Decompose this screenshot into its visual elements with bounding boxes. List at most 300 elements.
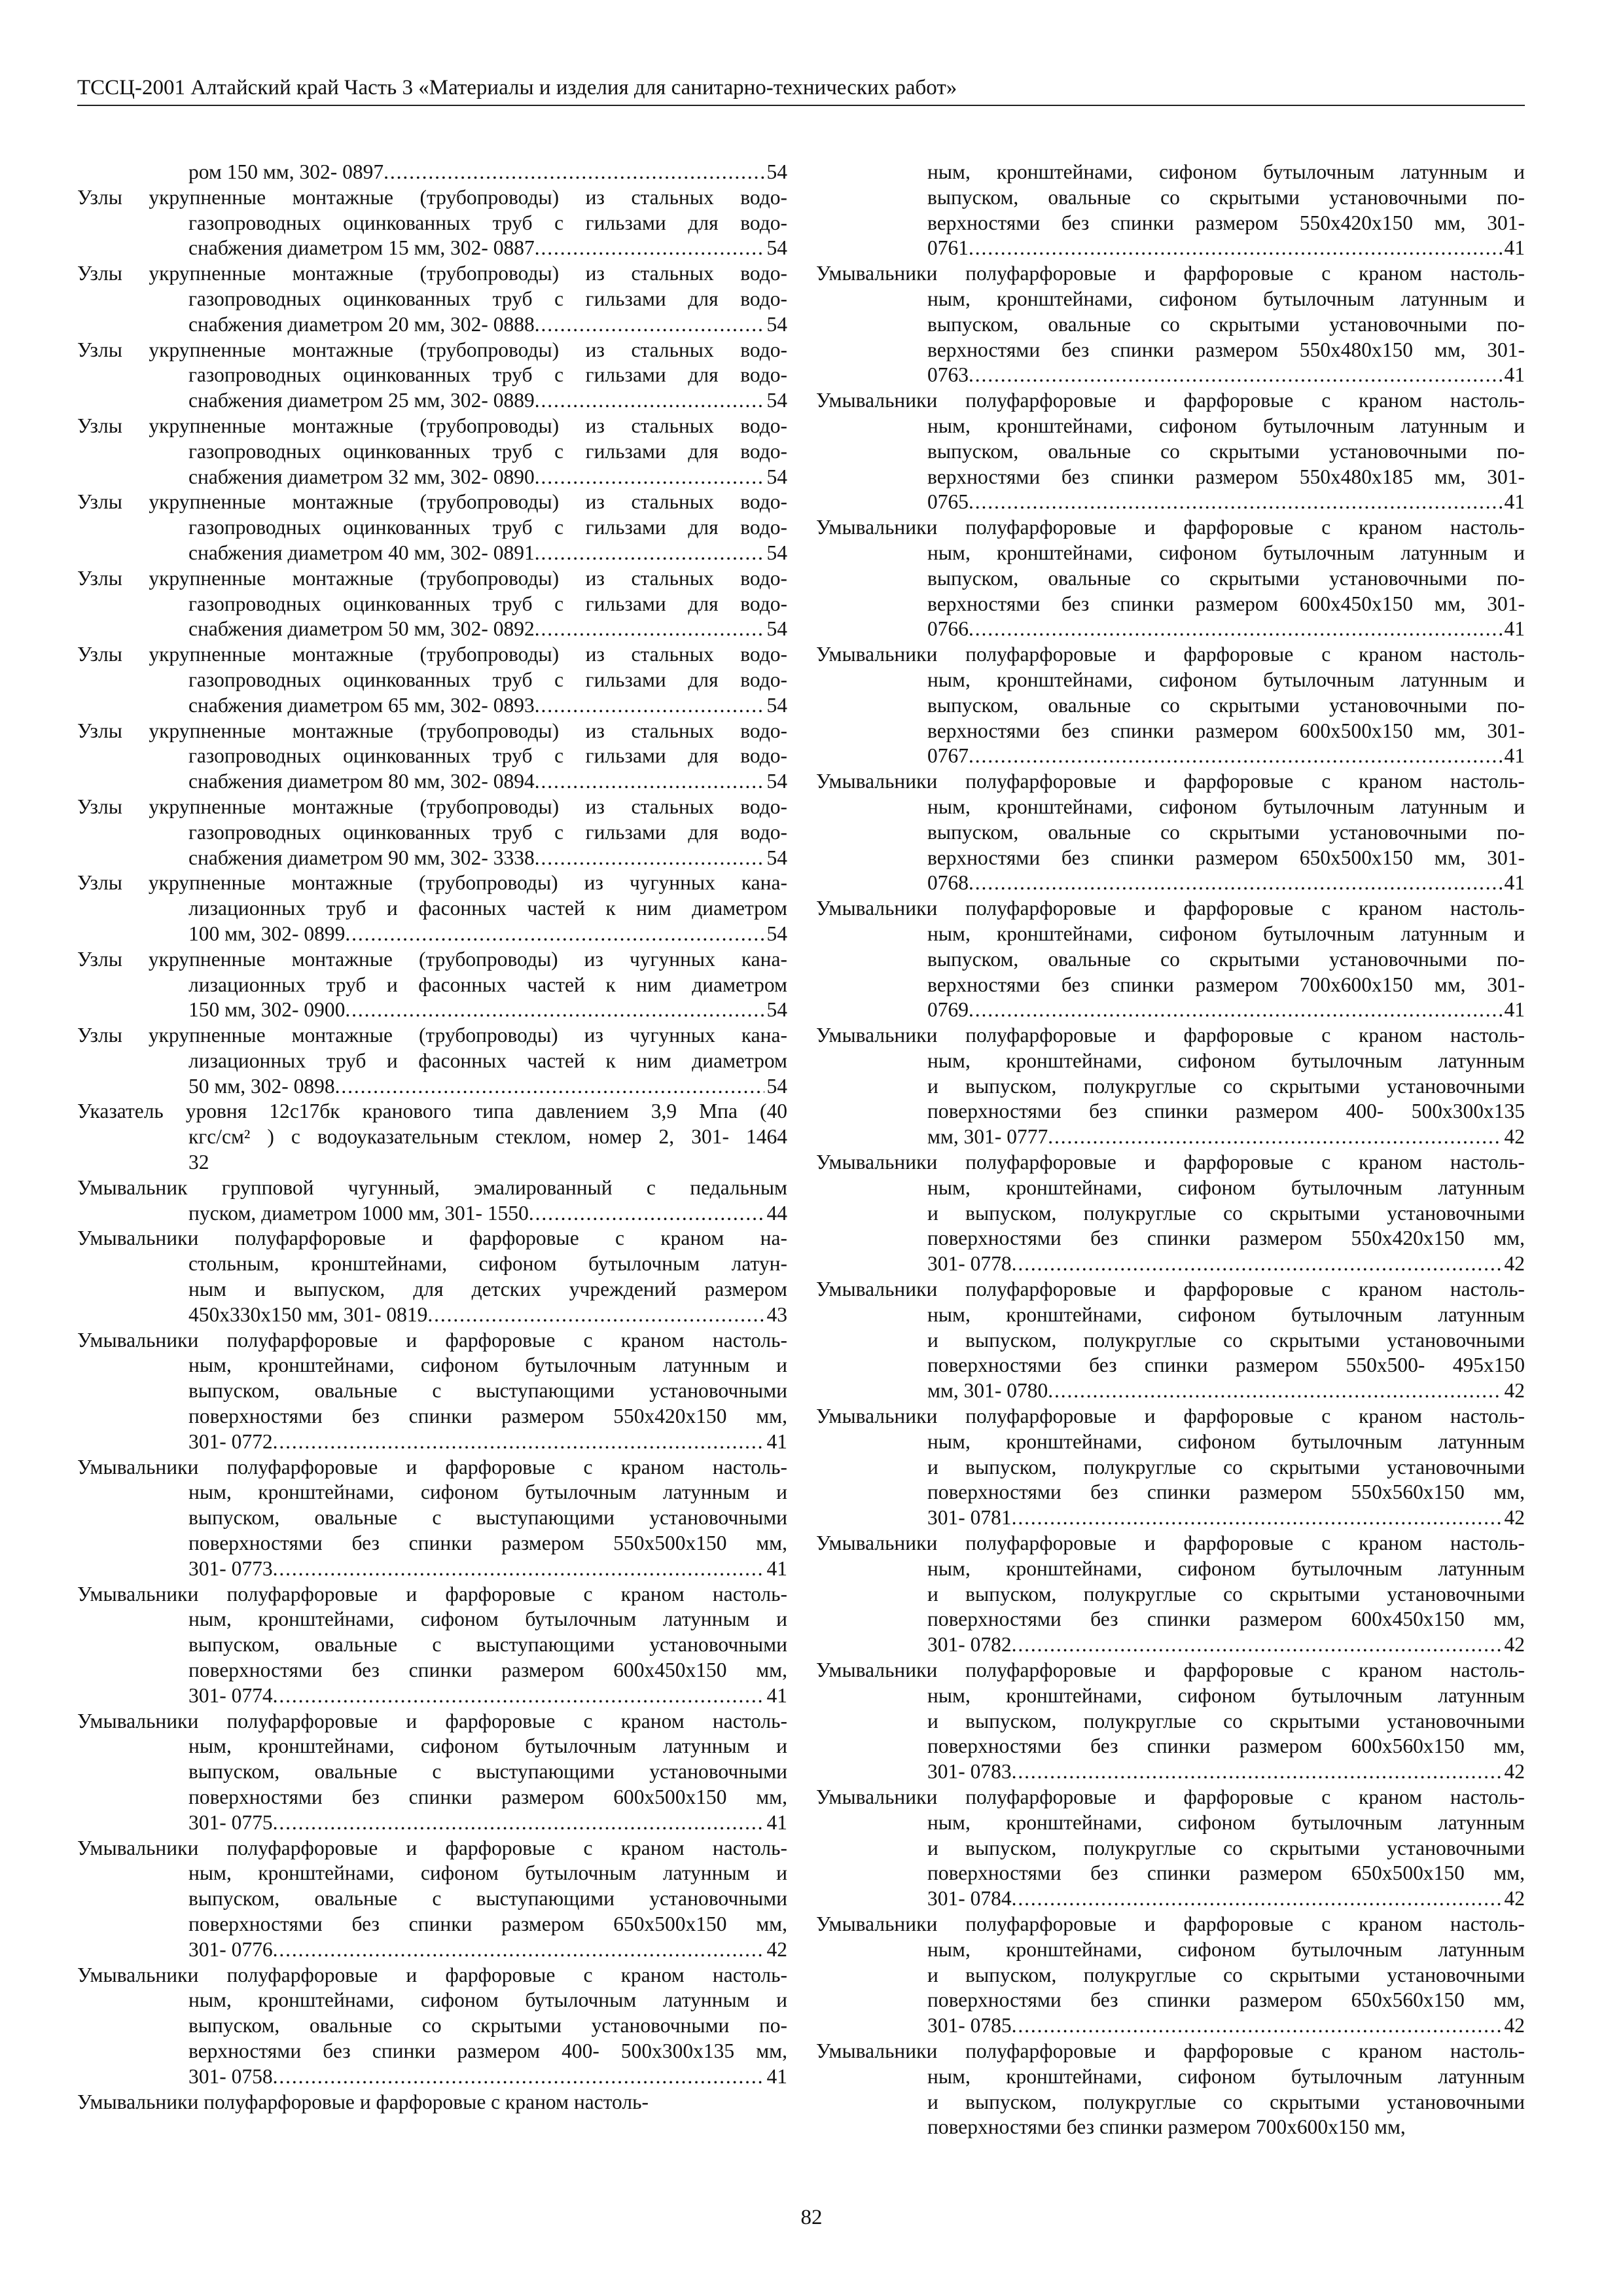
index-entry bbox=[77, 566, 787, 642]
entry-text: 301- 0785 bbox=[927, 2014, 1012, 2037]
index-entry-line bbox=[816, 1124, 1525, 1150]
page-reference: 42 bbox=[1504, 2014, 1525, 2037]
entry-text: пуском, диаметром 1000 мм, 301- 1550 bbox=[188, 1201, 529, 1225]
index-entry-line: Умывальники полуфарфоровые и фарфоровые с краном настоль- bbox=[816, 770, 1525, 793]
index-entry-line bbox=[77, 1302, 787, 1328]
index-entry-line bbox=[77, 997, 787, 1023]
index-entry-line: ным, кронштейнами, сифоном бутылочным латунным и bbox=[188, 1861, 787, 1885]
index-entry bbox=[77, 1836, 787, 1963]
entry-text: 301- 0781 bbox=[927, 1506, 1012, 1530]
index-entry-line: Указатель уровня 12с17бк кранового типа давлением 3,9 Мпа (40 bbox=[77, 1100, 787, 1123]
index-entry-line: ным, кронштейнами, сифоном бутылочным латунным и bbox=[927, 541, 1525, 564]
index-entry-line: Умывальники полуфарфоровые и фарфоровые с краном настоль- bbox=[816, 516, 1525, 539]
page-number: 82 bbox=[800, 2206, 823, 2229]
index-entry-line bbox=[816, 1886, 1525, 1912]
index-entry-line: ным, кронштейнами, сифоном бутылочным латунным bbox=[927, 1556, 1525, 1580]
page-reference: 42 bbox=[1504, 1252, 1525, 1276]
index-entry-line bbox=[77, 2064, 787, 2090]
index-entry bbox=[816, 769, 1525, 896]
index-entry-line: ным, кронштейнами, сифоном бутылочным латунным bbox=[927, 1810, 1525, 1834]
entry-text: снабжения диаметром 15 мм, 302- 0887 bbox=[188, 236, 535, 260]
entry-text: 301- 0772 bbox=[188, 1429, 273, 1453]
index-entry-line: лизационных труб и фасонных частей к ним диаметром bbox=[188, 1049, 787, 1072]
entry-text: 301- 0774 bbox=[188, 1683, 273, 1707]
index-entry-line: газопроводных оцинкованных труб с гильзами для водо- bbox=[188, 439, 787, 463]
index-entry-line: Узлы укрупненные монтажные (трубопроводы) из стальных водо- bbox=[77, 414, 787, 437]
dot-leader bbox=[535, 846, 764, 871]
index-entry-line: ным, кронштейнами, сифоном бутылочным латунным и bbox=[188, 1988, 787, 2012]
index-entry-line: газопроводных оцинкованных труб с гильзами для водо- bbox=[188, 516, 787, 539]
index-entry-line: Умывальники полуфарфоровые и фарфоровые с краном настоль- bbox=[77, 1709, 787, 1732]
index-entry-line: верхностями без спинки размером 700х600х150 мм, 301- bbox=[927, 973, 1525, 996]
index-entry-line: Умывальник групповой чугунный, эмалированный с педальным bbox=[77, 1175, 787, 1199]
index-entry-line: Умывальники полуфарфоровые и фарфоровые с краном настоль- bbox=[77, 1455, 787, 1479]
page-reference: 54 bbox=[766, 389, 787, 412]
dot-leader bbox=[383, 160, 764, 185]
entry-text: мм, 301- 0780 bbox=[927, 1379, 1048, 1403]
dot-leader bbox=[1012, 1505, 1502, 1531]
page-reference: 54 bbox=[766, 1074, 787, 1098]
dot-leader bbox=[969, 617, 1502, 642]
index-entry-line: поверхностями без спинки размером 650х500х150 мм, bbox=[188, 1912, 787, 1935]
dot-leader bbox=[1012, 1632, 1502, 1658]
index-entry-line: Умывальники полуфарфоровые и фарфоровые с краном настоль- bbox=[816, 643, 1525, 666]
dot-leader bbox=[273, 1429, 764, 1455]
index-entry-line: Умывальники полуфарфоровые и фарфоровые с краном настоль- bbox=[816, 897, 1525, 920]
entry-text: мм, 301- 0777 bbox=[927, 1125, 1048, 1149]
page-reference: 54 bbox=[766, 312, 787, 336]
entry-text: 0766 bbox=[927, 617, 969, 641]
index-entry-line: ным, кронштейнами, сифоном бутылочным латунным bbox=[927, 1175, 1525, 1199]
entry-text: снабжения диаметром 25 мм, 302- 0889 bbox=[188, 389, 535, 412]
entry-text: снабжения диаметром 90 мм, 302- 3338 bbox=[188, 846, 535, 869]
index-entry-line: Умывальники полуфарфоровые и фарфоровые с краном настоль- bbox=[77, 1963, 787, 1986]
index-entry-line: газопроводных оцинкованных труб с гильзами для водо- bbox=[188, 668, 787, 691]
dot-leader bbox=[273, 1683, 764, 1709]
entry-text: 301- 0783 bbox=[927, 1760, 1012, 1784]
index-entry-line bbox=[816, 1505, 1525, 1531]
index-entry-line: ным, кронштейнами, сифоном бутылочным латунным и bbox=[188, 1354, 787, 1377]
dot-leader bbox=[273, 1810, 764, 1836]
dot-leader bbox=[1012, 1251, 1502, 1277]
page-reference: 54 bbox=[766, 770, 787, 793]
index-entry bbox=[816, 1150, 1525, 1277]
dot-leader bbox=[535, 465, 764, 490]
entry-text: 301- 0773 bbox=[188, 1556, 273, 1580]
index-entry-line: выпуском, овальные со скрытыми установочными по- bbox=[927, 566, 1525, 590]
index-entry-line: Узлы укрупненные монтажные (трубопроводы) из стальных водо- bbox=[77, 262, 787, 285]
index-entry-line: Умывальники полуфарфоровые и фарфоровые с краном настоль- bbox=[816, 2039, 1525, 2062]
dot-leader bbox=[535, 236, 764, 261]
index-entry bbox=[77, 490, 787, 565]
dot-leader bbox=[535, 617, 764, 642]
index-entry-line: газопроводных оцинкованных труб с гильзами для водо- bbox=[188, 592, 787, 615]
index-entry-line: и выпуском, полукруглые со скрытыми установочными bbox=[927, 1074, 1525, 1098]
index-entry-line: выпуском, овальные со скрытыми установочными по- bbox=[927, 439, 1525, 463]
index-entry-line: выпуском, овальные с выступающими установочными bbox=[188, 1760, 787, 1784]
index-entry-line: ным, кронштейнами, сифоном бутылочным латунным и bbox=[188, 1480, 787, 1504]
index-entry-line: газопроводных оцинкованных труб с гильзами для водо- bbox=[188, 211, 787, 234]
index-entry bbox=[77, 1709, 787, 1836]
index-entry-line: газопроводных оцинкованных труб с гильзами для водо- bbox=[188, 287, 787, 310]
index-entry-line: ным и выпуском, для детских учреждений размером bbox=[188, 1278, 787, 1301]
index-entry bbox=[77, 1175, 787, 1227]
index-entry-line: Узлы укрупненные монтажные (трубопроводы) из чугунных кана- bbox=[77, 947, 787, 971]
index-entry-line: Умывальники полуфарфоровые и фарфоровые с краном настоль- bbox=[816, 389, 1525, 412]
index-entry-line: стольным, кронштейнами, сифоном бутылочным латун- bbox=[188, 1252, 787, 1276]
index-entry-line: верхностями без спинки размером 550х480х150 мм, 301- bbox=[927, 338, 1525, 361]
index-entry-line: ным, кронштейнами, сифоном бутылочным латунным bbox=[927, 2064, 1525, 2088]
page-reference: 54 bbox=[766, 922, 787, 945]
index-entry bbox=[816, 642, 1525, 769]
entry-text: снабжения диаметром 20 мм, 302- 0888 bbox=[188, 312, 535, 336]
index-entry bbox=[77, 1582, 787, 1709]
dot-leader bbox=[969, 363, 1502, 388]
index-entry-line: Умывальники полуфарфоровые и фарфоровые с краном настоль- bbox=[77, 1328, 787, 1352]
index-entry-line: Умывальники полуфарфоровые и фарфоровые с краном настоль- bbox=[816, 1532, 1525, 1555]
index-entry-line: ным, кронштейнами, сифоном бутылочным латунным и bbox=[927, 414, 1525, 437]
index-entry-line: Умывальники полуфарфоровые и фарфоровые с краном настоль- bbox=[77, 2090, 649, 2113]
entry-text: снабжения диаметром 50 мм, 302- 0892 bbox=[188, 617, 535, 641]
index-entry-line: 32 bbox=[188, 1151, 209, 1174]
index-entry bbox=[77, 795, 787, 870]
page-reference: 41 bbox=[1504, 490, 1525, 514]
index-entry-line: выпуском, овальные со скрытыми установочными по- bbox=[927, 947, 1525, 971]
entry-text: 301- 0784 bbox=[927, 1887, 1012, 1910]
entry-text: 301- 0782 bbox=[927, 1633, 1012, 1657]
index-entry-line bbox=[77, 312, 787, 338]
dot-leader bbox=[535, 769, 764, 795]
index-entry-line: выпуском, овальные со скрытыми установочными по- bbox=[927, 693, 1525, 717]
entry-text: 450х330х150 мм, 301- 0819 bbox=[188, 1302, 428, 1326]
index-entry bbox=[77, 414, 787, 490]
index-entry-line bbox=[77, 1937, 787, 1963]
index-entry-line bbox=[816, 490, 1525, 515]
page-reference: 41 bbox=[1504, 363, 1525, 387]
index-entry-line: Умывальники полуфарфоровые и фарфоровые с краном настоль- bbox=[816, 1659, 1525, 1682]
index-entry bbox=[77, 1328, 787, 1455]
page-reference: 42 bbox=[1504, 1760, 1525, 1784]
index-entry-line: и выпуском, полукруглые со скрытыми установочными bbox=[927, 2090, 1525, 2113]
index-entry bbox=[77, 338, 787, 414]
page-reference: 42 bbox=[1504, 1633, 1525, 1657]
index-entry-line bbox=[816, 363, 1525, 388]
index-entry-line: поверхностями без спинки размером 550х500х150 мм, bbox=[188, 1532, 787, 1555]
index-entry bbox=[77, 1023, 787, 1099]
dot-leader bbox=[969, 997, 1502, 1023]
index-entry-line: выпуском, овальные с выступающими установочными bbox=[188, 1506, 787, 1530]
index-entry bbox=[77, 1963, 787, 2090]
index-entry-line: Узлы укрупненные монтажные (трубопроводы) из чугунных кана- bbox=[77, 871, 787, 895]
index-entry-line bbox=[816, 1378, 1525, 1404]
index-entry-line bbox=[77, 1556, 787, 1582]
entry-text: 0769 bbox=[927, 998, 969, 1022]
index-entry-line: выпуском, овальные со скрытыми установочными по- bbox=[927, 312, 1525, 336]
entry-text: 301- 0776 bbox=[188, 1937, 273, 1961]
index-entry-line: Узлы укрупненные монтажные (трубопроводы) из стальных водо- bbox=[77, 643, 787, 666]
index-entry-line: ным, кронштейнами, сифоном бутылочным латунным и bbox=[927, 287, 1525, 310]
dot-leader bbox=[1012, 2013, 1502, 2039]
dot-leader bbox=[969, 870, 1502, 896]
index-entry-line: ным, кронштейнами, сифоном бутылочным латунным и bbox=[188, 1607, 787, 1631]
entry-text: снабжения диаметром 65 мм, 302- 0893 bbox=[188, 693, 535, 717]
entry-text: снабжения диаметром 80 мм, 302- 0894 bbox=[188, 770, 535, 793]
index-entry-line: и выпуском, полукруглые со скрытыми установочными bbox=[927, 1328, 1525, 1352]
entry-text: 0763 bbox=[927, 363, 969, 387]
index-entry-line: ным, кронштейнами, сифоном бутылочным латунным bbox=[927, 1683, 1525, 1707]
index-entry-line: поверхностями без спинки размером 550х560х150 мм, bbox=[927, 1480, 1525, 1504]
index-entry-line: лизационных труб и фасонных частей к ним диаметром bbox=[188, 973, 787, 996]
index-entry bbox=[77, 870, 787, 946]
index-entry-line: Умывальники полуфарфоровые и фарфоровые с краном настоль- bbox=[816, 1405, 1525, 1428]
index-entry bbox=[816, 2039, 1525, 2140]
page-reference: 54 bbox=[766, 541, 787, 564]
index-entry bbox=[816, 1277, 1525, 1404]
index-entry bbox=[77, 1455, 787, 1582]
index-entry bbox=[77, 2090, 787, 2115]
page-reference: 41 bbox=[1504, 617, 1525, 641]
index-entry-line: ным, кронштейнами, сифоном бутылочным латунным и bbox=[927, 160, 1525, 183]
index-entry-line: газопроводных оцинкованных труб с гильзами для водо- bbox=[188, 363, 787, 387]
index-entry-line: поверхностями без спинки размером 600х450х150 мм, bbox=[188, 1659, 787, 1682]
page-reference: 41 bbox=[1504, 871, 1525, 895]
index-entry-line bbox=[816, 870, 1525, 896]
index-entry-line: поверхностями без спинки размером 600х560х150 мм, bbox=[927, 1734, 1525, 1758]
index-entry-line: поверхностями без спинки размером 600х450х150 мм, bbox=[927, 1607, 1525, 1631]
page-reference: 42 bbox=[1504, 1506, 1525, 1530]
index-entry-line: верхностями без спинки размером 550х420х150 мм, 301- bbox=[927, 211, 1525, 234]
page-reference: 41 bbox=[766, 1556, 787, 1580]
index-entry-line: Умывальники полуфарфоровые и фарфоровые с краном настоль- bbox=[816, 1785, 1525, 1808]
page-reference: 44 bbox=[766, 1201, 787, 1225]
index-entry-line bbox=[816, 1632, 1525, 1658]
index-entry-line bbox=[77, 1201, 787, 1227]
index-entry-line: верхностями без спинки размером 600х450х150 мм, 301- bbox=[927, 592, 1525, 615]
index-entry-line: ным, кронштейнами, сифоном бутылочным латунным и bbox=[927, 668, 1525, 691]
dot-leader bbox=[969, 236, 1502, 261]
index-entry-line: Узлы укрупненные монтажные (трубопроводы) из стальных водо- bbox=[77, 795, 787, 818]
index-entry-line: ным, кронштейнами, сифоном бутылочным латунным и bbox=[927, 795, 1525, 818]
dot-leader bbox=[273, 1937, 764, 1963]
index-entry bbox=[816, 388, 1525, 515]
index-entry-line bbox=[77, 1429, 787, 1455]
index-entry-line bbox=[77, 388, 787, 414]
index-entry-line: выпуском, овальные с выступающими установочными bbox=[188, 1379, 787, 1403]
page-reference: 41 bbox=[1504, 744, 1525, 768]
page-reference: 41 bbox=[766, 2064, 787, 2088]
index-entry bbox=[816, 1023, 1525, 1150]
index-entry-line: выпуском, овальные со скрытыми установочными по- bbox=[927, 820, 1525, 844]
entry-text: 301- 0775 bbox=[188, 1810, 273, 1834]
index-entry bbox=[77, 160, 787, 185]
index-entry-line bbox=[77, 693, 787, 719]
entry-text: 301- 0758 bbox=[188, 2064, 273, 2088]
index-entry-line: выпуском, овальные со скрытыми установочными по- bbox=[927, 185, 1525, 209]
index-entry-line bbox=[77, 236, 787, 261]
index-entry-line: Узлы укрупненные монтажные (трубопроводы) из стальных водо- bbox=[77, 566, 787, 590]
page-reference: 42 bbox=[1504, 1379, 1525, 1403]
index-entry-line: и выпуском, полукруглые со скрытыми установочными bbox=[927, 1201, 1525, 1225]
index-entry-line: верхностями без спинки размером 550х480х185 мм, 301- bbox=[927, 465, 1525, 488]
index-entry-line bbox=[77, 769, 787, 795]
page-reference: 41 bbox=[766, 1683, 787, 1707]
index-entry-line: газопроводных оцинкованных труб с гильзами для водо- bbox=[188, 744, 787, 768]
page-reference: 54 bbox=[766, 465, 787, 488]
index-entry bbox=[816, 1658, 1525, 1785]
index-entry-line bbox=[816, 1251, 1525, 1277]
page-reference: 54 bbox=[766, 160, 787, 183]
dot-leader bbox=[535, 312, 764, 338]
page-reference: 41 bbox=[766, 1810, 787, 1834]
entry-text: 150 мм, 302- 0900 bbox=[188, 998, 346, 1022]
entry-text: снабжения диаметром 32 мм, 302- 0890 bbox=[188, 465, 535, 488]
index-entry-line: поверхностями без спинки размером 550х420х150 мм, bbox=[188, 1405, 787, 1428]
index-entry-line bbox=[77, 160, 787, 185]
index-entry-line: выпуском, овальные с выступающими установочными bbox=[188, 1887, 787, 1910]
index-entry-line: верхностями без спинки размером 650х500х150 мм, 301- bbox=[927, 846, 1525, 869]
index-entry bbox=[816, 896, 1525, 1023]
index-entry-line: Умывальники полуфарфоровые и фарфоровые с краном настоль- bbox=[816, 262, 1525, 285]
index-entry-line bbox=[816, 997, 1525, 1023]
index-entry-line bbox=[77, 465, 787, 490]
index-entry bbox=[77, 1226, 787, 1327]
index-entry bbox=[816, 1912, 1525, 2039]
index-entry bbox=[77, 185, 787, 261]
index-entry-line: Умывальники полуфарфоровые и фарфоровые с краном настоль- bbox=[816, 1912, 1525, 1935]
index-entry-line bbox=[816, 744, 1525, 769]
index-entry-line: ным, кронштейнами, сифоном бутылочным латунным bbox=[927, 1302, 1525, 1326]
index-entry-line: ным, кронштейнами, сифоном бутылочным латунным bbox=[927, 1429, 1525, 1453]
dot-leader bbox=[535, 388, 764, 414]
page-reference: 43 bbox=[766, 1302, 787, 1326]
dot-leader bbox=[345, 997, 764, 1023]
index-entry-line bbox=[816, 617, 1525, 642]
index-entry-line bbox=[77, 922, 787, 947]
page-reference: 54 bbox=[766, 998, 787, 1022]
page-reference: 54 bbox=[766, 693, 787, 717]
dot-leader bbox=[1048, 1124, 1501, 1150]
page-reference: 41 bbox=[1504, 236, 1525, 260]
index-entry bbox=[816, 1785, 1525, 1912]
index-entry bbox=[816, 515, 1525, 642]
index-entry-line: газопроводных оцинкованных труб с гильзами для водо- bbox=[188, 820, 787, 844]
dot-leader bbox=[427, 1302, 764, 1328]
index-entry-line: Узлы укрупненные монтажные (трубопроводы) из стальных водо- bbox=[77, 338, 787, 361]
page-reference: 54 bbox=[766, 846, 787, 869]
index-entry-line bbox=[77, 1074, 787, 1100]
index-entry-line: Узлы укрупненные монтажные (трубопроводы) из стальных водо- bbox=[77, 185, 787, 209]
index-entry-line bbox=[77, 541, 787, 566]
index-entry-line: и выпуском, полукруглые со скрытыми установочными bbox=[927, 1963, 1525, 1986]
entry-text: 301- 0778 bbox=[927, 1252, 1012, 1276]
dot-leader bbox=[535, 541, 764, 566]
index-entry-line: и выпуском, полукруглые со скрытыми установочными bbox=[927, 1836, 1525, 1859]
index-entry-line: и выпуском, полукруглые со скрытыми установочными bbox=[927, 1582, 1525, 1605]
index-entry-line: Умывальники полуфарфоровые и фарфоровые с краном настоль- bbox=[77, 1582, 787, 1605]
index-entry-line: Умывальники полуфарфоровые и фарфоровые с краном настоль- bbox=[77, 1836, 787, 1859]
entry-text: 0761 bbox=[927, 236, 969, 260]
dot-leader bbox=[273, 2064, 764, 2090]
dot-leader bbox=[969, 744, 1502, 769]
index-entry bbox=[77, 1099, 787, 1175]
dot-leader bbox=[335, 1074, 764, 1100]
index-entry bbox=[816, 1531, 1525, 1658]
index-entry bbox=[77, 947, 787, 1023]
index-entry bbox=[77, 719, 787, 795]
index-entry bbox=[816, 261, 1525, 388]
index-entry-line: поверхностями без спинки размером 650х560х150 мм, bbox=[927, 1988, 1525, 2012]
index-entry-line bbox=[77, 846, 787, 871]
index-entry-line: поверхностями без спинки размером 550х500- 495х150 bbox=[927, 1354, 1525, 1377]
entry-text: 100 мм, 302- 0899 bbox=[188, 922, 346, 945]
page-reference: 42 bbox=[1504, 1125, 1525, 1149]
page-reference: 42 bbox=[1504, 1887, 1525, 1910]
dot-leader bbox=[1012, 1759, 1502, 1785]
entry-text: ром 150 мм, 302- 0897 bbox=[188, 160, 384, 183]
index-entry-line bbox=[77, 617, 787, 642]
index-entry bbox=[816, 1404, 1525, 1531]
index-entry-line: Узлы укрупненные монтажные (трубопроводы) из стальных водо- bbox=[77, 490, 787, 514]
index-entry-line: Умывальники полуфарфоровые и фарфоровые с краном настоль- bbox=[816, 1024, 1525, 1047]
page-reference: 54 bbox=[766, 617, 787, 641]
running-header: ТССЦ-2001 Алтайский край Часть 3 «Материалы и изделия для санитарно-технических работ» bbox=[77, 73, 1525, 106]
dot-leader bbox=[345, 922, 764, 947]
dot-leader bbox=[535, 693, 764, 719]
dot-leader bbox=[1012, 1886, 1502, 1912]
entry-text: 0767 bbox=[927, 744, 969, 768]
dot-leader bbox=[273, 1556, 764, 1582]
index-entry-line: ным, кронштейнами, сифоном бутылочным латунным и bbox=[927, 922, 1525, 945]
page-reference: 54 bbox=[766, 236, 787, 260]
entry-text: 0768 bbox=[927, 871, 969, 895]
index-entry-line: ным, кронштейнами, сифоном бутылочным латунным и bbox=[188, 1734, 787, 1758]
index-entry-line: и выпуском, полукруглые со скрытыми установочными bbox=[927, 1709, 1525, 1732]
index-entry-line: Умывальники полуфарфоровые и фарфоровые с краном настоль- bbox=[816, 1278, 1525, 1301]
index-entry-line: Узлы укрупненные монтажные (трубопроводы) из чугунных кана- bbox=[77, 1024, 787, 1047]
index-entry bbox=[77, 642, 787, 718]
index-entry-line: поверхностями без спинки размером 650х500х150 мм, bbox=[927, 1861, 1525, 1885]
index-entry-line bbox=[77, 1810, 787, 1836]
dot-leader bbox=[969, 490, 1502, 515]
index-entry-line: Умывальники полуфарфоровые и фарфоровые с краном на- bbox=[77, 1227, 787, 1250]
index-entry-line: верхностями без спинки размером 400- 500х300х135 мм, bbox=[188, 2039, 787, 2062]
index-entry-line bbox=[77, 1683, 787, 1709]
entry-text: 0765 bbox=[927, 490, 969, 514]
index-entry-line: лизационных труб и фасонных частей к ним диаметром bbox=[188, 897, 787, 920]
index-entry-line: поверхностями без спинки размером 700х600х150 мм, bbox=[927, 2115, 1406, 2139]
index-entry-line: Узлы укрупненные монтажные (трубопроводы) из стальных водо- bbox=[77, 719, 787, 742]
index-entry-line: поверхностями без спинки размером 600х500х150 мм, bbox=[188, 1785, 787, 1808]
index-entry-line: и выпуском, полукруглые со скрытыми установочными bbox=[927, 1455, 1525, 1479]
index-entry-line bbox=[816, 1759, 1525, 1785]
index-entry-line: ным, кронштейнами, сифоном бутылочным латунным bbox=[927, 1049, 1525, 1072]
index-entry-line: Умывальники полуфарфоровые и фарфоровые с краном настоль- bbox=[816, 1151, 1525, 1174]
index-entry-line: поверхностями без спинки размером 550х420х150 мм, bbox=[927, 1227, 1525, 1250]
index-entry-line: поверхностями без спинки размером 400- 500х300х135 bbox=[927, 1100, 1525, 1123]
index-entry bbox=[816, 160, 1525, 261]
dot-leader bbox=[1048, 1378, 1501, 1404]
index-entry-line: ным, кронштейнами, сифоном бутылочным латунным bbox=[927, 1937, 1525, 1961]
index-entry-line bbox=[816, 2013, 1525, 2039]
page-reference: 42 bbox=[766, 1937, 787, 1961]
index-entry-line: выпуском, овальные со скрытыми установочными по- bbox=[188, 2014, 787, 2037]
index-entry bbox=[77, 261, 787, 337]
entry-text: 50 мм, 302- 0898 bbox=[188, 1074, 335, 1098]
index-entry-line: выпуском, овальные с выступающими установочными bbox=[188, 1633, 787, 1657]
index-entry-line: кгс/см² ) с водоуказательным стеклом, номер 2, 301- 1464 bbox=[188, 1125, 787, 1149]
entry-text: снабжения диаметром 40 мм, 302- 0891 bbox=[188, 541, 535, 564]
page-reference: 41 bbox=[766, 1429, 787, 1453]
